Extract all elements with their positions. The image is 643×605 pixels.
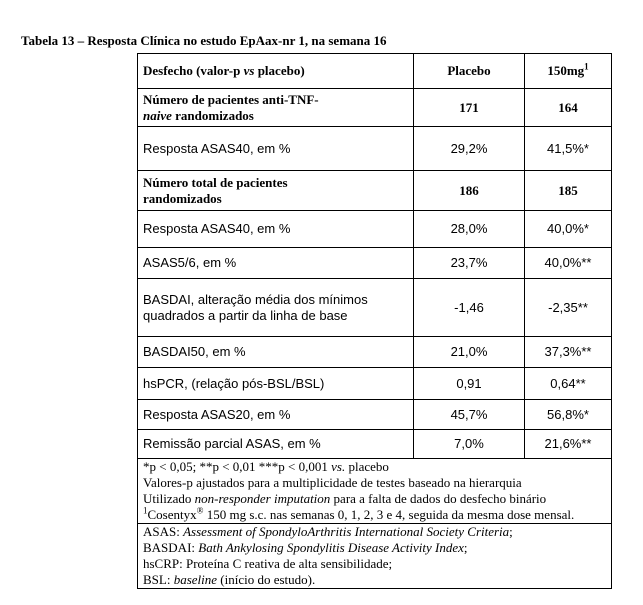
dose-value: 21,6%**	[525, 430, 612, 459]
dose-value: 56,8%*	[525, 400, 612, 430]
abbr-asas: ASAS: Assessment of SpondyloArthritis International Society Criteria;	[143, 524, 513, 539]
table-row	[138, 368, 612, 400]
abbr-bsl: BSL: baseline (início do estudo).	[143, 572, 316, 587]
row-label: Número total de pacientes randomizados	[138, 171, 414, 211]
header-dose: $150mg^1$	[525, 54, 612, 89]
dose-value: 40,0%**	[525, 248, 612, 279]
table-row	[138, 400, 612, 430]
table-row	[138, 211, 612, 248]
footnote-dosing: $^1$Cosentyx® 150 mg s.c. nas semanas 0, 1, 2, 3 e 4, seguida da mesma dose mensal.	[143, 505, 575, 522]
dose-value: 41,5%*	[525, 127, 612, 171]
abbr-hscrp: hsCRP: Proteína C reativa de alta sensibilidade;	[143, 556, 393, 571]
footnote-adjustment: Valores-p ajustados para a multiplicidade de testes baseado na hierarquia	[143, 475, 522, 490]
placebo-value: 29,2%	[414, 127, 525, 171]
table-row	[138, 127, 612, 171]
dose-value: 185	[525, 171, 612, 211]
dose-value: 40,0%*	[525, 211, 612, 248]
table-row	[138, 248, 612, 279]
placebo-value: -1,46	[414, 279, 525, 337]
row-label: Remissão parcial ASAS, em %	[138, 430, 414, 459]
placebo-value: 171	[414, 89, 525, 127]
footnote-significance: *p < 0,05; **p < 0,01 ***p < 0,001 vs. placebo	[143, 459, 389, 474]
row-label: hsPCR, (relação pós-BSL/BSL)	[138, 368, 414, 400]
header-outcome: Desfecho (valor-p vs placebo)	[138, 54, 414, 89]
row-label: Número de pacientes anti-TNF- naive randomizados	[138, 89, 414, 127]
abbreviations	[138, 524, 612, 589]
footnotes	[138, 459, 612, 524]
row-label: BASDAI50, em %	[138, 337, 414, 368]
table-row	[138, 279, 612, 337]
placebo-value: 21,0%	[414, 337, 525, 368]
table-caption: Tabela 13 – Resposta Clínica no estudo EpAax-nr 1, na semana 16	[21, 33, 387, 48]
table-row	[138, 89, 612, 127]
footnotes-row	[138, 459, 612, 524]
dose-value: 37,3%**	[525, 337, 612, 368]
abbreviations-row	[138, 524, 612, 589]
row-label: Resposta ASAS20, em %	[138, 400, 414, 430]
header-placebo: Placebo	[414, 54, 525, 89]
placebo-value: 45,7%	[414, 400, 525, 430]
table-row	[138, 430, 612, 459]
clinical-response-table	[137, 53, 612, 589]
table-row	[138, 337, 612, 368]
dose-value: 0,64**	[525, 368, 612, 400]
table-row	[138, 171, 612, 211]
dose-value: -2,35**	[525, 279, 612, 337]
placebo-value: 23,7%	[414, 248, 525, 279]
placebo-value: 0,91	[414, 368, 525, 400]
footnote-imputation: Utilizado non-responder imputation para a falta de dados do desfecho binário	[143, 491, 547, 506]
placebo-value: 7,0%	[414, 430, 525, 459]
row-label: Resposta ASAS40, em %	[138, 127, 414, 171]
placebo-value: 186	[414, 171, 525, 211]
row-label: ASAS5/6, em %	[138, 248, 414, 279]
placebo-value: 28,0%	[414, 211, 525, 248]
row-label: BASDAI, alteração média dos mínimos quadrados a partir da linha de base	[138, 279, 414, 337]
table-header-row	[138, 54, 612, 89]
row-label: Resposta ASAS40, em %	[138, 211, 414, 248]
dose-value: 164	[525, 89, 612, 127]
abbr-basdai: BASDAI: Bath Ankylosing Spondylitis Disease Activity Index;	[143, 540, 468, 555]
